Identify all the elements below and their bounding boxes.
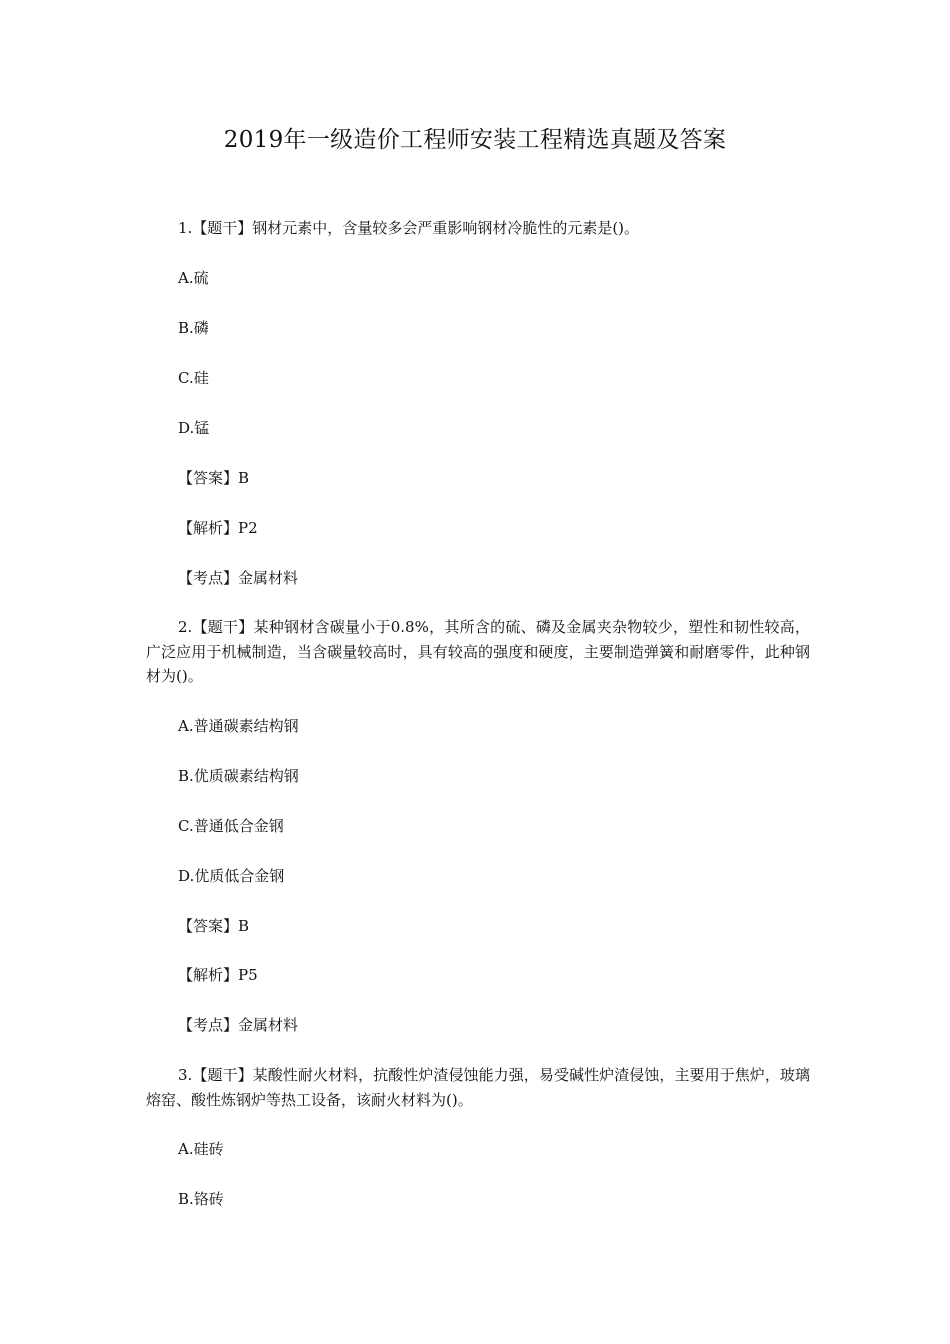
- question-2-option-c: C.普通低合金钢: [178, 817, 284, 835]
- question-1-analysis: 【解析】P2: [178, 519, 258, 537]
- question-1-option-d: D.锰: [178, 419, 210, 437]
- question-2-point: 【考点】金属材料: [178, 1016, 299, 1034]
- question-2-stem: 2.【题干】某种钢材含碳量小于0.8%，其所含的硫、磷及金属夹杂物较少，塑性和韧性较高，广泛应用于机械制造，当含碳量较高时，具有较高的强度和硬度，主要制造弹簧和耐磨零件，此种钢材为()。: [146, 618, 810, 685]
- question-1-stem: 1.【题干】钢材元素中，含量较多会严重影响钢材冷脆性的元素是()。: [178, 219, 640, 237]
- question-2-option-b: B.优质碳素结构钢: [178, 767, 299, 785]
- document-title: 2019年一级造价工程师安装工程精选真题及答案: [223, 127, 727, 153]
- question-3-option-a: A.硅砖: [178, 1140, 224, 1158]
- question-1-option-c: C.硅: [178, 369, 209, 387]
- question-3-option-b: B.铬砖: [178, 1190, 224, 1208]
- question-3-stem: 3.【题干】某酸性耐火材料，抗酸性炉渣侵蚀能力强，易受碱性炉渣侵蚀，主要用于焦炉，玻璃熔窑、酸性炼钢炉等热工设备，该耐火材料为()。: [146, 1066, 810, 1109]
- question-2-option-a: A.普通碳素结构钢: [178, 717, 299, 735]
- question-1-option-b: B.磷: [178, 319, 209, 337]
- question-1-answer: 【答案】B: [178, 469, 250, 487]
- question-1-option-a: A.硫: [178, 269, 209, 287]
- question-2-option-d: D.优质低合金钢: [178, 867, 285, 885]
- question-1-point: 【考点】金属材料: [178, 569, 299, 587]
- question-2-answer: 【答案】B: [178, 917, 250, 935]
- question-2-analysis: 【解析】P5: [178, 966, 258, 984]
